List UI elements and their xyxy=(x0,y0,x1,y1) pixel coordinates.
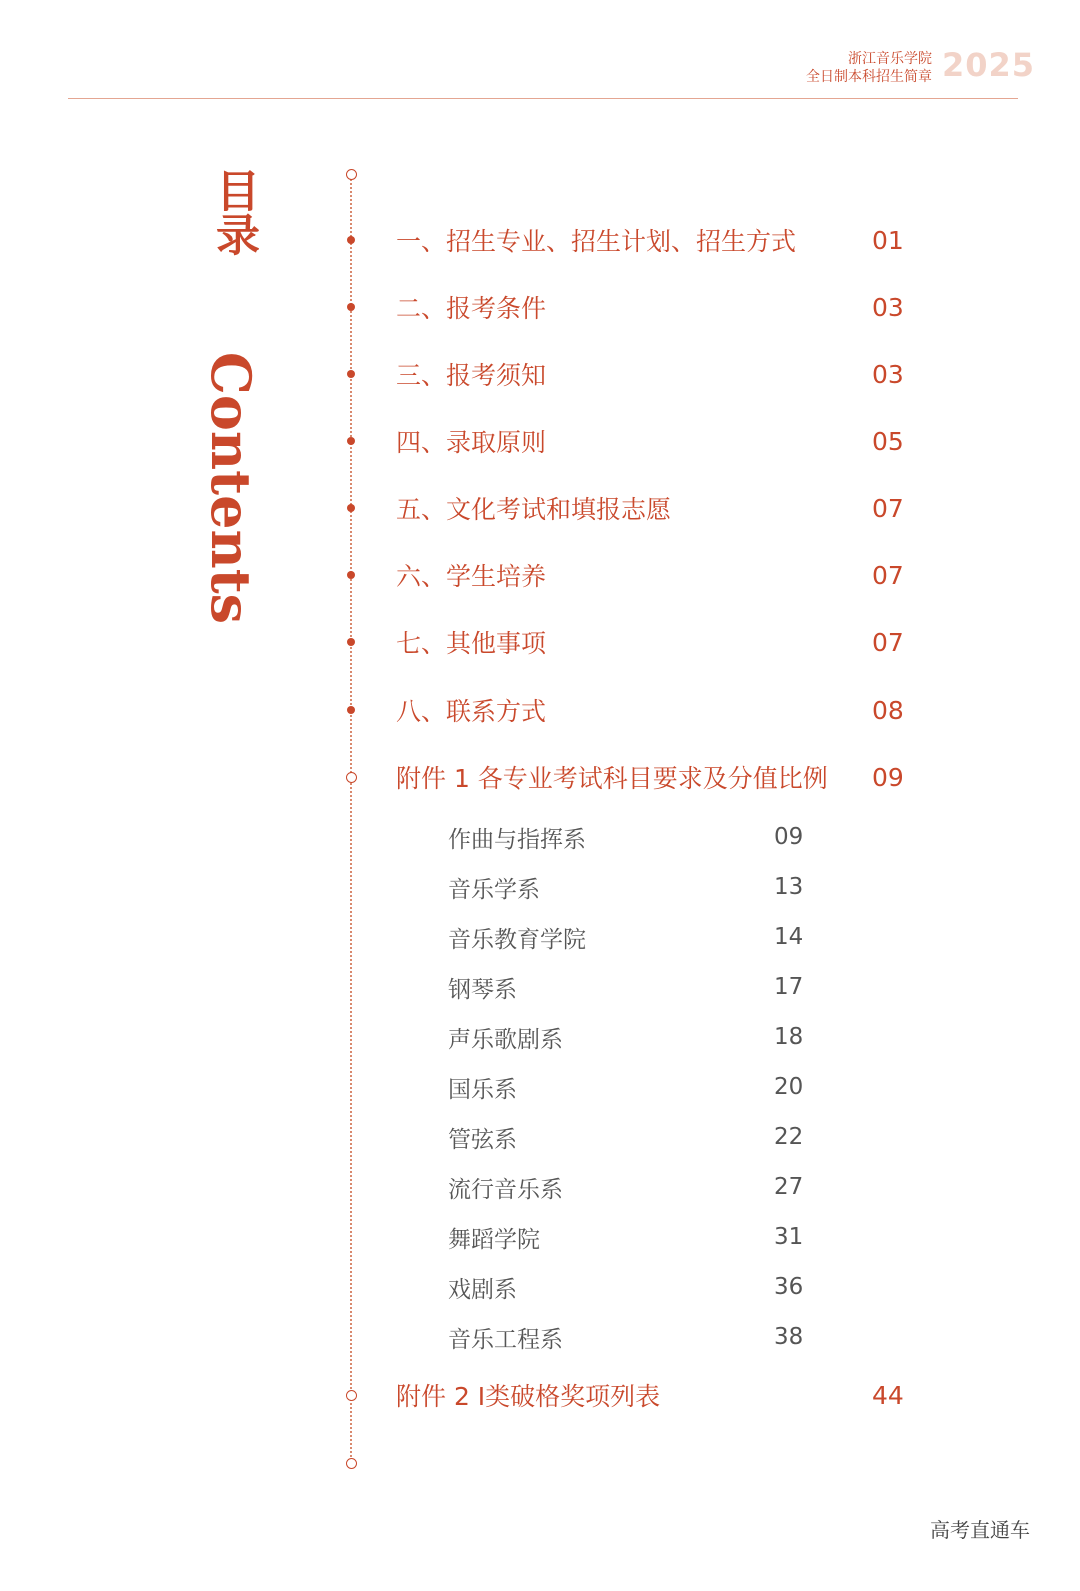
timeline-node xyxy=(347,706,355,714)
timeline-node xyxy=(346,772,357,783)
toc-subentry-page: 22 xyxy=(774,1124,804,1150)
title-english-text: Contents xyxy=(199,351,263,625)
watermark-text: 高考直通车 xyxy=(930,1518,1030,1542)
timeline-node xyxy=(347,236,355,244)
toc-subentry[interactable] xyxy=(448,1020,808,1054)
toc-entry[interactable] xyxy=(396,287,916,327)
toc-subentry[interactable] xyxy=(448,1320,808,1354)
toc-subentry-page: 36 xyxy=(774,1274,804,1300)
toc-subentry-label: 舞蹈学院 xyxy=(448,1226,540,1253)
toc-entry-label: 八、联系方式 xyxy=(396,697,547,726)
toc-entry[interactable] xyxy=(396,421,916,461)
title-chinese xyxy=(206,168,259,269)
toc-entry-page: 08 xyxy=(872,695,904,725)
toc-entry-label: 七、其他事项 xyxy=(396,629,547,658)
toc-entry[interactable] xyxy=(396,354,916,394)
toc-subentry[interactable] xyxy=(448,1270,808,1304)
toc-entry-appendix-1[interactable] xyxy=(396,757,916,797)
toc-subentry-page: 18 xyxy=(774,1024,804,1050)
toc-entry[interactable] xyxy=(396,488,916,528)
timeline-node xyxy=(347,370,355,378)
timeline-node xyxy=(347,638,355,646)
toc-entry[interactable] xyxy=(396,220,916,260)
page-header xyxy=(0,0,1080,100)
toc-entry-label: 四、录取原则 xyxy=(396,428,547,457)
brochure-subtitle: 全日制本科招生简章 xyxy=(806,69,932,85)
header-year: 2025 xyxy=(942,46,1036,84)
toc-subentry-label: 戏剧系 xyxy=(448,1276,517,1303)
toc-subentry-label: 国乐系 xyxy=(448,1076,517,1103)
toc-entry-page: 01 xyxy=(872,225,904,255)
toc-subentry[interactable] xyxy=(448,870,808,904)
timeline-node-start xyxy=(346,169,357,180)
timeline-node xyxy=(347,571,355,579)
toc-subentry-page: 38 xyxy=(774,1324,804,1350)
toc-subentry[interactable] xyxy=(448,1220,808,1254)
toc-subentry[interactable] xyxy=(448,1170,808,1204)
toc-entry-page: 07 xyxy=(872,627,904,657)
toc-entry[interactable] xyxy=(396,622,916,662)
school-name: 浙江音乐学院 xyxy=(848,51,932,67)
toc-entry-label: 二、报考条件 xyxy=(396,294,547,323)
toc-subentry-label: 声乐歌剧系 xyxy=(448,1026,563,1053)
toc-entry[interactable] xyxy=(396,690,916,730)
toc-entry-page: 44 xyxy=(872,1380,904,1410)
toc-subentry-label: 音乐工程系 xyxy=(448,1326,563,1353)
toc-entry-page: 07 xyxy=(872,493,904,523)
toc-subentry-page: 09 xyxy=(774,824,804,850)
header-text xyxy=(806,50,932,86)
timeline-node xyxy=(347,303,355,311)
header-divider xyxy=(68,98,1018,99)
toc-entry[interactable] xyxy=(396,555,916,595)
toc-entry-page: 07 xyxy=(872,560,904,590)
toc-subentry-page: 31 xyxy=(774,1224,804,1250)
toc-entry-label: 附件 1 各专业考试科目要求及分值比例 xyxy=(396,764,828,793)
toc-entry-appendix-2[interactable] xyxy=(396,1375,916,1415)
toc-entry-label: 附件 2 Ⅰ类破格奖项列表 xyxy=(396,1382,661,1411)
toc-subentry[interactable] xyxy=(448,1070,808,1104)
toc-subentry-page: 13 xyxy=(774,874,804,900)
toc-entry-label: 一、招生专业、招生计划、招生方式 xyxy=(396,227,797,256)
toc-subentry-page: 27 xyxy=(774,1174,804,1200)
toc-subentry-label: 作曲与指挥系 xyxy=(448,826,586,853)
toc-subentry-label: 音乐教育学院 xyxy=(448,926,586,953)
toc-subentry-page: 14 xyxy=(774,924,804,950)
toc-subentry-label: 钢琴系 xyxy=(448,976,517,1003)
timeline-node xyxy=(347,437,355,445)
toc-entry-label: 三、报考须知 xyxy=(396,361,547,390)
timeline-node xyxy=(347,504,355,512)
toc-subentry[interactable] xyxy=(448,970,808,1004)
title-chinese-text: 目录 xyxy=(208,168,259,256)
toc-subentry-page: 17 xyxy=(774,974,804,1000)
toc-entry-page: 03 xyxy=(872,292,904,322)
toc-subentry-label: 流行音乐系 xyxy=(448,1176,563,1203)
toc-entry-page: 05 xyxy=(872,426,904,456)
toc-subentry-label: 管弦系 xyxy=(448,1126,517,1153)
toc-subentry[interactable] xyxy=(448,1120,808,1154)
toc-entry-label: 五、文化考试和填报志愿 xyxy=(396,495,672,524)
toc-subentry[interactable] xyxy=(448,920,808,954)
title-english xyxy=(186,348,276,628)
toc-entry-page: 03 xyxy=(872,359,904,389)
toc-subentry[interactable] xyxy=(448,820,808,854)
timeline-node xyxy=(346,1390,357,1401)
timeline-node-end xyxy=(346,1458,357,1469)
toc-subentry-label: 音乐学系 xyxy=(448,876,540,903)
toc-entry-label: 六、学生培养 xyxy=(396,562,547,591)
toc-entry-page: 09 xyxy=(872,762,904,792)
toc-subentry-page: 20 xyxy=(774,1074,804,1100)
